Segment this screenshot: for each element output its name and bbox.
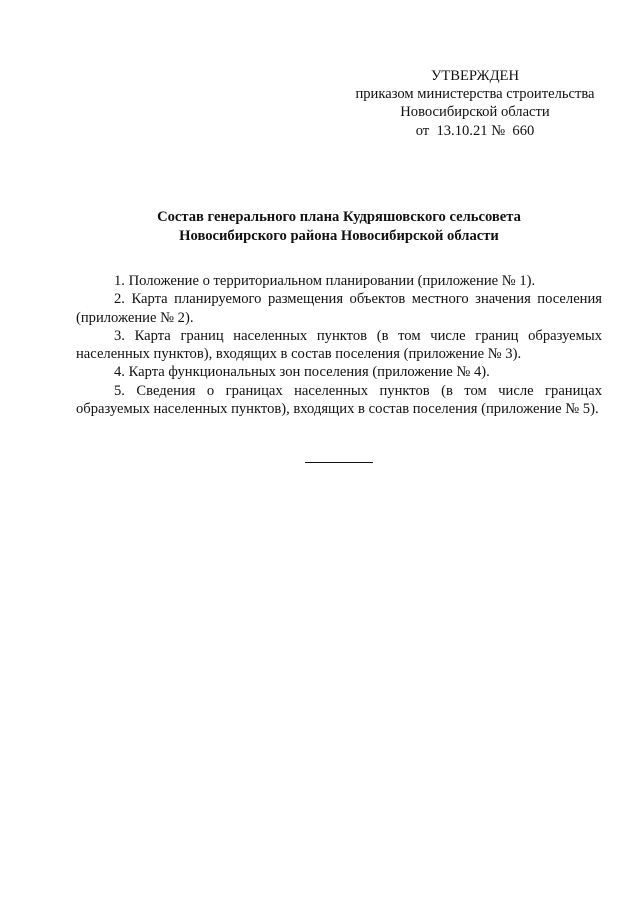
list-item <box>76 272 602 290</box>
end-divider <box>305 462 373 463</box>
approval-heading: УТВЕРЖДЕН <box>431 68 519 84</box>
list-item <box>76 382 602 419</box>
item-text: Положение о территориальном планировании (приложение № 1). <box>128 273 536 289</box>
item-text: Сведения о границах населенных пунктов (в том числе границах образуемых населенных пунктов), входящих в состав поселения (приложение № 5). <box>76 382 603 418</box>
item-text: Карта планируемого размещения объектов местного значения поселения (приложение № 2). <box>76 291 603 326</box>
item-text: Карта функциональных зон поселения (приложение № 4). <box>128 364 490 381</box>
item-number: 5. <box>114 382 125 399</box>
item-number: 3. <box>114 327 125 344</box>
item-number: 2. <box>114 291 125 308</box>
item-number: 1. <box>114 273 125 289</box>
approval-region-line: Новосибирской области <box>400 104 550 121</box>
contents-list <box>76 272 602 418</box>
approval-order-line: приказом министерства строительства <box>355 86 595 103</box>
approval-stamp <box>340 67 610 140</box>
title-line-1: Состав генерального плана Кудряшовского сельсовета <box>157 209 521 225</box>
list-item <box>76 363 602 381</box>
item-number: 4. <box>114 364 125 381</box>
title-line-2: Новосибирского района Новосибирской области <box>179 227 499 244</box>
document-title <box>76 208 602 245</box>
approval-date-number: от 13.10.21 № 660 <box>415 122 535 139</box>
list-item <box>76 327 602 364</box>
item-text: Карта границ населенных пунктов (в том числе границ образуемых населенных пунктов), входящих в состав поселения (приложение № 3). <box>76 327 602 363</box>
list-item <box>76 290 602 327</box>
